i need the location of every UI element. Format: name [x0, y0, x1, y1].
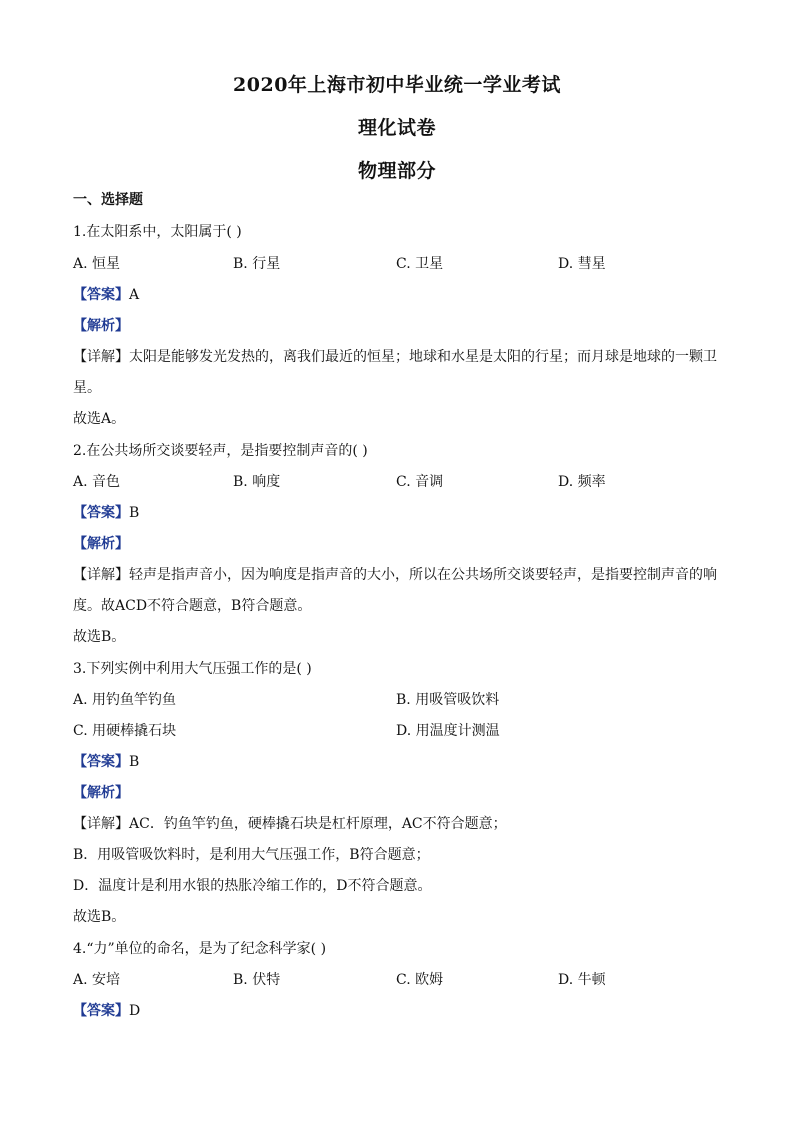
q3-conclusion: 故选B。: [73, 909, 126, 925]
q1-detail-line-1: [73, 347, 717, 367]
analysis-tag: 【解析】: [73, 536, 129, 552]
q3-detail-line-3: D．温度计是利用水银的热胀冷缩工作的，D不符合题意。: [73, 878, 432, 894]
q2-detail-line-1: [73, 565, 717, 585]
answer-value: B: [129, 505, 140, 521]
analysis-tag: 【解析】: [73, 785, 129, 801]
q3-answer: [73, 752, 139, 772]
q2-answer: [73, 503, 139, 523]
q2-analysis-tag: [73, 534, 129, 554]
question-3-stem: 3.下列实例中利用大气压强工作的是( ): [73, 661, 312, 677]
detail-text: AC．钓鱼竿钓鱼，硬棒撬石块是杠杆原理，AC不符合题意；: [129, 816, 507, 832]
answer-value: A: [129, 287, 140, 303]
q2-conclusion: 故选B。: [73, 629, 126, 645]
q1-option-b: B. 行星: [233, 256, 281, 272]
exam-title: 2020年上海市初中毕业统一学业考试: [233, 74, 561, 96]
detail-tag: 【详解】: [73, 816, 129, 832]
q4-answer: [73, 1001, 140, 1021]
q3-option-b: B. 用吸管吸饮料: [396, 692, 500, 708]
exam-subtitle: 理化试卷: [357, 117, 436, 139]
detail-text: 轻声是指声音小，因为响度是指声音的大小，所以在公共场所交谈要轻声，是指要控制声音的响: [129, 567, 717, 583]
analysis-tag: 【解析】: [73, 318, 129, 334]
q3-option-d: D. 用温度计测温: [396, 723, 500, 739]
answer-value: B: [129, 754, 140, 770]
question-1-stem: 1.在太阳系中，太阳属于( ): [73, 224, 242, 240]
q2-option-a: A. 音色: [73, 474, 121, 490]
detail-text: 太阳是能够发光发热的，离我们最近的恒星；地球和水星是太阳的行星；而月球是地球的一颗卫: [129, 349, 717, 365]
q3-option-c: C. 用硬棒撬石块: [73, 723, 177, 739]
q1-option-d: D. 彗星: [558, 256, 606, 272]
detail-tag: 【详解】: [73, 567, 129, 583]
answer-value: D: [129, 1003, 141, 1019]
q4-option-a: A. 安培: [73, 972, 121, 988]
question-2-stem: 2.在公共场所交谈要轻声，是指要控制声音的( ): [73, 443, 368, 459]
q1-option-c: C. 卫星: [396, 256, 444, 272]
q1-answer: [73, 285, 139, 305]
answer-tag: 【答案】: [73, 505, 129, 521]
q2-option-d: D. 频率: [558, 474, 606, 490]
q3-detail-line-2: B．用吸管吸饮料时，是利用大气压强工作，B符合题意；: [73, 847, 430, 863]
q1-analysis-tag: [73, 316, 129, 336]
q4-option-d: D. 牛顿: [558, 972, 606, 988]
q3-analysis-tag: [73, 783, 129, 803]
q1-option-a: A. 恒星: [73, 256, 121, 272]
q1-detail-line-2: 星。: [73, 380, 101, 396]
part-heading: 一、选择题: [73, 192, 143, 208]
question-4-stem: 4.“力”单位的命名，是为了纪念科学家( ): [73, 941, 327, 957]
answer-tag: 【答案】: [73, 754, 129, 770]
q4-option-b: B. 伏特: [233, 972, 281, 988]
q3-detail-line-1: [73, 814, 507, 834]
q1-conclusion: 故选A。: [73, 411, 126, 427]
section-title: 物理部分: [357, 160, 436, 182]
answer-tag: 【答案】: [73, 287, 129, 303]
q4-option-c: C. 欧姆: [396, 972, 444, 988]
answer-tag: 【答案】: [73, 1003, 129, 1019]
q2-option-b: B. 响度: [233, 474, 281, 490]
q3-option-a: A. 用钓鱼竿钓鱼: [73, 692, 177, 708]
detail-tag: 【详解】: [73, 349, 129, 365]
q2-option-c: C. 音调: [396, 474, 444, 490]
q2-detail-line-2: 度。故ACD不符合题意，B符合题意。: [73, 598, 312, 614]
